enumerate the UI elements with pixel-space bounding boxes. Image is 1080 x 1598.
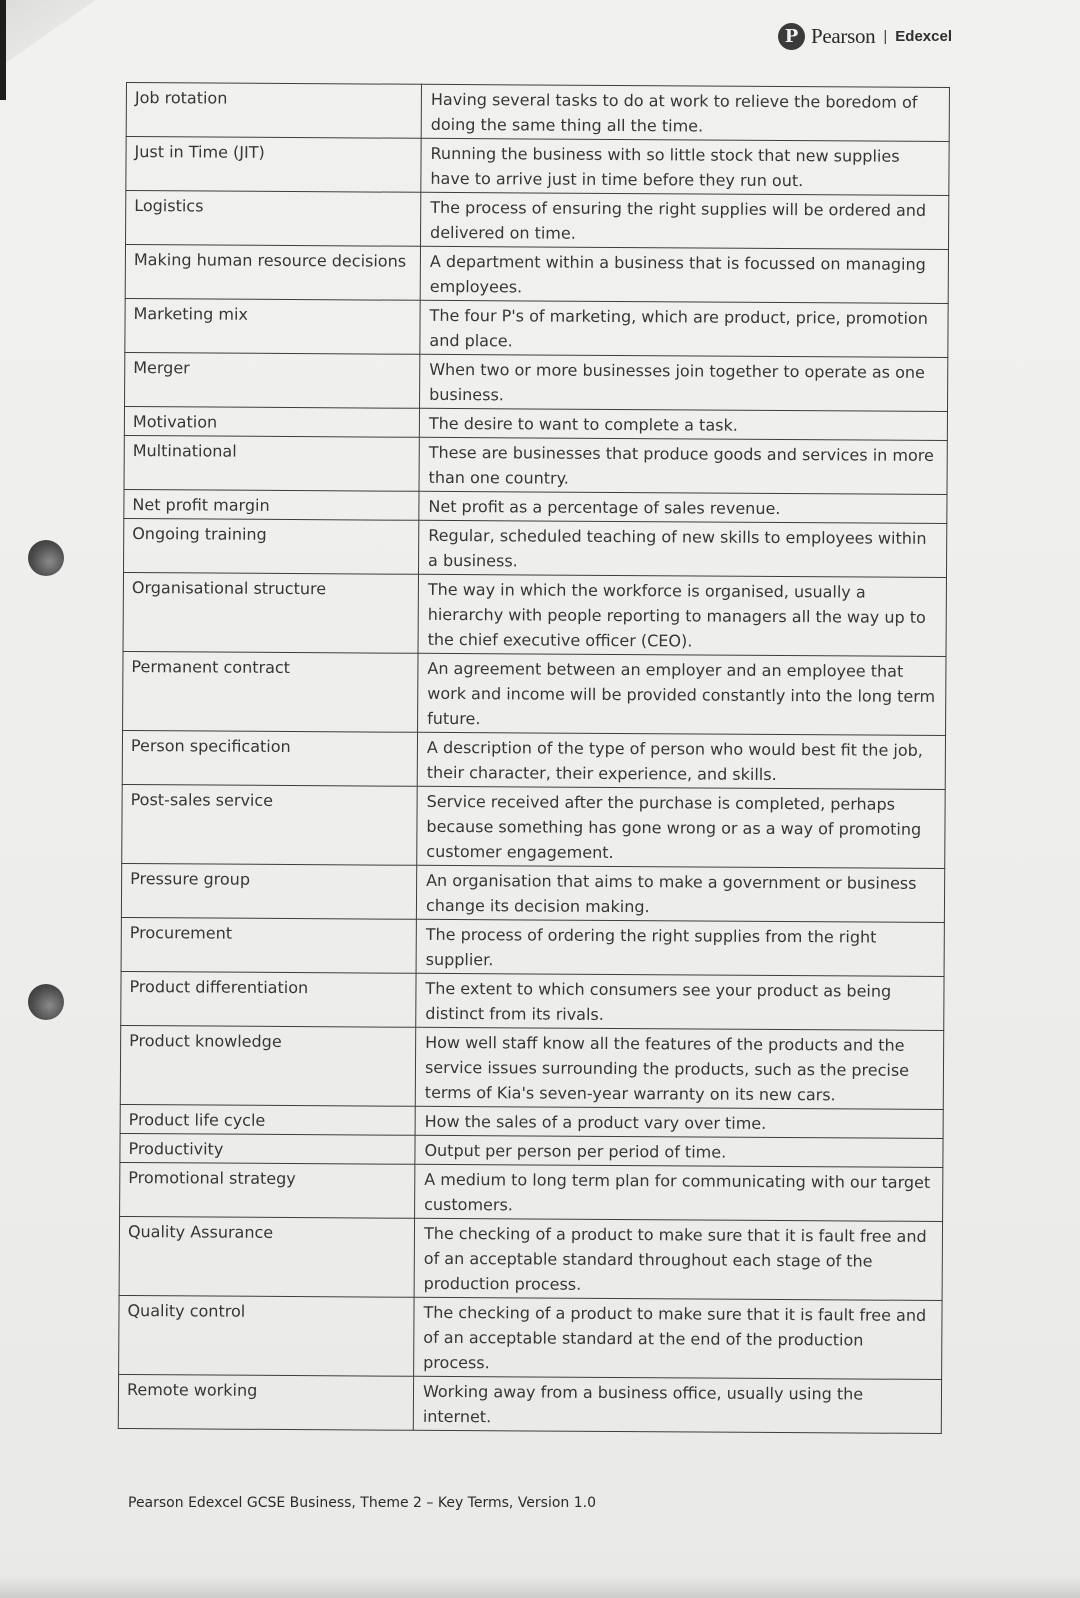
key-terms-table-body: [118, 83, 949, 1434]
term-cell: Product life cycle: [120, 1104, 415, 1135]
term-cell: Ongoing training: [124, 518, 419, 574]
table-row: [120, 1162, 943, 1221]
table-row: [121, 917, 944, 976]
term-cell: Promotional strategy: [120, 1162, 415, 1218]
table-row: [121, 971, 944, 1030]
definition-cell: An organisation that aims to make a government or business change its decision making.: [416, 865, 944, 922]
punch-hole-icon: [28, 540, 64, 576]
table-row: [125, 352, 948, 411]
table-row: [121, 863, 944, 922]
definition-cell: Output per person per period of time.: [415, 1135, 943, 1167]
definition-cell: An agreement between an employer and an employee that work and income will be provided constantly into the long term future.: [418, 653, 946, 735]
definition-cell: These are businesses that produce goods and services in more than one country.: [419, 437, 947, 494]
term-cell: Net profit margin: [124, 489, 419, 520]
definition-cell: The checking of a product to make sure that it is fault free and of an acceptable standard throughout each stage of the production process.: [414, 1218, 942, 1300]
table-row: [120, 1025, 943, 1109]
definition-cell: When two or more businesses join together to operate as one business.: [420, 354, 948, 411]
table-row: [126, 137, 949, 196]
folded-corner: [0, 0, 110, 70]
term-cell: Organisational structure: [123, 572, 418, 653]
definition-cell: The way in which the workforce is organised, usually a hierarchy with people reporting to managers all the way up to the chief executive officer (CEO).: [418, 574, 946, 656]
term-cell: Pressure group: [121, 863, 416, 919]
term-cell: Motivation: [124, 406, 419, 437]
definition-cell: The checking of a product to make sure that it is fault free and of an acceptable standard at the end of the production process.: [414, 1297, 942, 1379]
definition-cell: A department within a business that is focussed on managing employees.: [420, 246, 948, 303]
table-row: [119, 1295, 942, 1379]
term-cell: Making human resource decisions: [125, 245, 420, 301]
term-cell: Just in Time (JIT): [126, 137, 421, 193]
term-cell: Quality Assurance: [119, 1216, 414, 1297]
definition-cell: The extent to which consumers see your product as being distinct from its rivals.: [416, 973, 944, 1030]
table-row: [122, 784, 945, 868]
definition-cell: Service received after the purchase is completed, perhaps because something has gone wrong or as a way of promoting customer engagement.: [417, 786, 945, 868]
table-row: [125, 245, 948, 304]
term-cell: Procurement: [121, 917, 416, 973]
definition-cell: Net profit as a percentage of sales revenue.: [419, 491, 947, 523]
table-row: [125, 298, 948, 357]
table-row: [119, 1216, 942, 1300]
term-cell: Product knowledge: [120, 1025, 415, 1106]
table-row: [124, 435, 947, 494]
table-row: [123, 572, 946, 656]
definition-cell: The four P's of marketing, which are product, price, promotion and place.: [420, 300, 948, 357]
table-row: [124, 518, 947, 577]
definition-cell: Running the business with so little stock that new supplies have to arrive just in time before they run out.: [421, 138, 949, 195]
definition-cell: The process of ordering the right supplies from the right supplier.: [416, 919, 944, 976]
term-cell: Quality control: [119, 1295, 414, 1376]
term-cell: Product differentiation: [121, 971, 416, 1027]
table-row: [126, 83, 949, 142]
definition-cell: A medium to long term plan for communicating with our target customers.: [415, 1164, 943, 1221]
scan-edge-shadow: [0, 0, 6, 100]
pearson-edexcel-logo: [778, 23, 952, 50]
brand-separator: |: [883, 28, 888, 45]
term-cell: Permanent contract: [123, 651, 418, 732]
punch-hole-icon: [28, 984, 64, 1020]
pearson-logo-icon: P: [778, 23, 805, 50]
table-row: [118, 1374, 941, 1433]
definition-cell: Having several tasks to do at work to relieve the boredom of doing the same thing all the time.: [421, 84, 949, 141]
term-cell: Logistics: [126, 191, 421, 247]
brand-name: Pearson: [810, 24, 876, 48]
sub-brand-name: Edexcel: [895, 28, 952, 45]
term-cell: Job rotation: [126, 83, 421, 139]
term-cell: Productivity: [120, 1133, 415, 1164]
definition-cell: Working away from a business office, usually using the internet.: [413, 1376, 941, 1433]
definition-cell: Regular, scheduled teaching of new skills to employees within a business.: [418, 520, 946, 577]
table-row: [123, 651, 946, 735]
term-cell: Remote working: [118, 1374, 413, 1430]
key-terms-table: [118, 82, 950, 1434]
page-footer: Pearson Edexcel GCSE Business, Theme 2 – Key Terms, Version 1.0: [128, 1495, 597, 1511]
scan-bottom-shadow: [0, 1576, 1080, 1598]
table-row: [126, 191, 949, 250]
term-cell: Marketing mix: [125, 298, 420, 354]
term-cell: Merger: [125, 352, 420, 408]
term-cell: Post-sales service: [122, 784, 417, 865]
definition-cell: How the sales of a product vary over time.: [415, 1106, 943, 1138]
definition-cell: The process of ensuring the right supplies will be ordered and delivered on time.: [421, 192, 949, 249]
definition-cell: The desire to want to complete a task.: [419, 408, 947, 440]
definition-cell: A description of the type of person who would best fit the job, their character, their experience, and skills.: [417, 732, 945, 789]
table-row: [122, 730, 945, 789]
definition-cell: How well staff know all the features of the products and the service issues surrounding the products, such as the precise terms of Kia's seven-year warranty on its new cars.: [415, 1027, 943, 1109]
term-cell: Person specification: [122, 730, 417, 786]
term-cell: Multinational: [124, 435, 419, 491]
